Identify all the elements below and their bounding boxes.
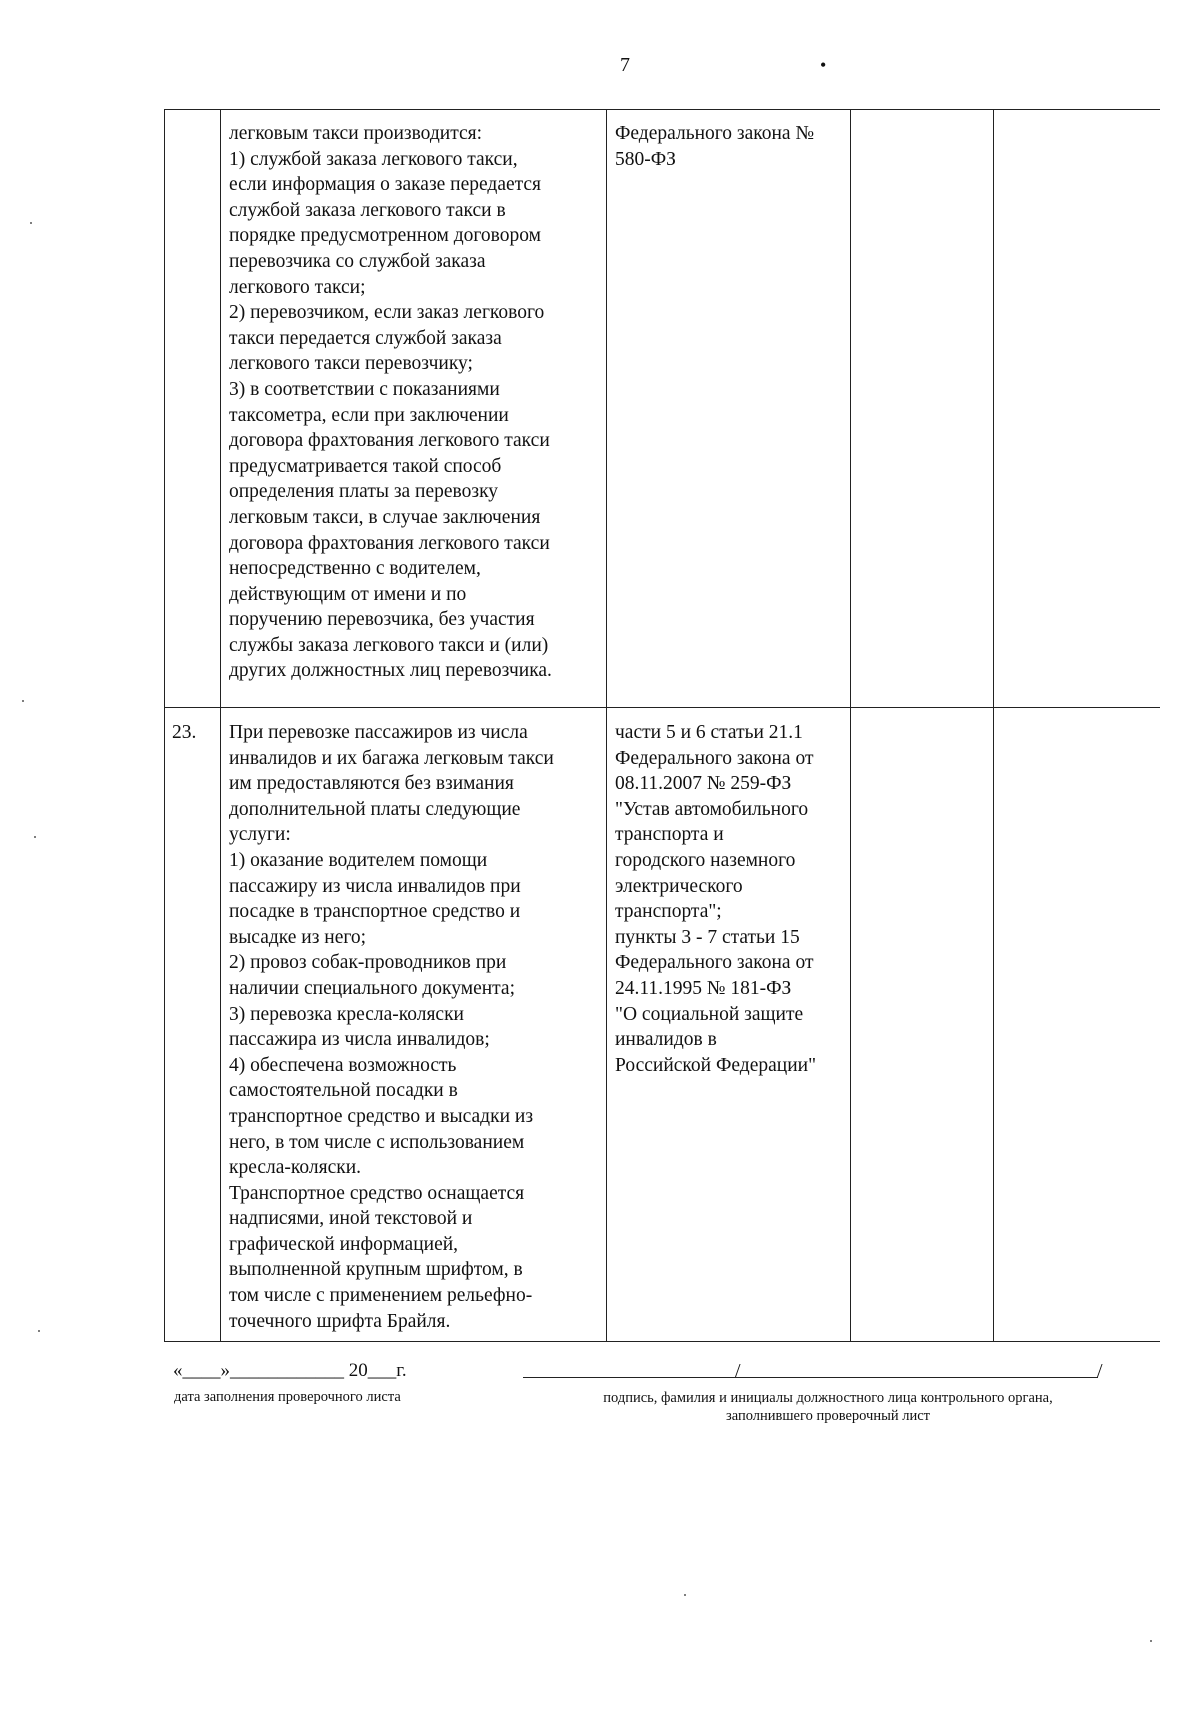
text-line: Федерального закона от <box>615 952 814 974</box>
reference-cell <box>607 110 851 708</box>
text-line: порядке предусмотренном договором <box>229 225 541 247</box>
text-line: Российской Федерации" <box>615 1054 817 1076</box>
text-line: предусматривается такой способ <box>229 455 502 477</box>
text-line: легкового такси; <box>229 276 366 298</box>
reference-text <box>615 121 842 172</box>
text-line: поручению перевозчика, без участия <box>229 609 535 631</box>
text-line: 4) обеспечена возможность <box>229 1054 457 1076</box>
text-line: непосредственно с водителем, <box>229 558 481 580</box>
signature-line[interactable] <box>523 1377 1098 1378</box>
text-line: "Устав автомобильного <box>615 798 809 820</box>
text-line: 3) в соответствии с показаниями <box>229 378 500 400</box>
text-line: 1) оказание водителем помощи <box>229 849 488 871</box>
text-line: 24.11.1995 № 181-ФЗ <box>615 977 792 999</box>
text-line: электрического <box>615 875 743 897</box>
table-row <box>165 708 1161 1342</box>
fill-date-caption: дата заполнения проверочного листа <box>174 1389 401 1405</box>
scan-speck <box>30 222 32 224</box>
text-line: транспортное средство и высадки из <box>229 1105 534 1127</box>
requirement-text <box>229 121 598 684</box>
text-line: Федерального закона от <box>615 747 814 769</box>
text-line: него, в том числе с использованием <box>229 1131 525 1153</box>
text-line: договора фрахтования легкового такси <box>229 430 550 452</box>
scan-speck <box>34 836 36 838</box>
answer-cell[interactable] <box>851 110 994 708</box>
text-line: транспорта"; <box>615 901 722 923</box>
text-line: 2) провоз собак-проводников при <box>229 952 507 974</box>
text-line: городского наземного <box>615 849 796 871</box>
text-line: самостоятельной посадки в <box>229 1080 458 1102</box>
fill-date-field[interactable]: «____»____________ 20___г. <box>173 1360 407 1381</box>
text-line: если информация о заказе передается <box>229 174 542 196</box>
row-number-cell <box>165 110 221 708</box>
text-line: посадке в транспортное средство и <box>229 901 521 923</box>
answer-cell[interactable] <box>851 708 994 1342</box>
text-line: 2) перевозчиком, если заказ легкового <box>229 302 545 324</box>
text-line: службы заказа легкового такси и (или) <box>229 634 549 656</box>
text-line: услуги: <box>229 824 291 846</box>
text-line: пункты 3 - 7 статьи 15 <box>615 926 800 948</box>
text-line: 08.11.2007 № 259-ФЗ <box>615 773 792 795</box>
text-line: кресла-коляски. <box>229 1157 362 1179</box>
reference-cell <box>607 708 851 1342</box>
text-line: службой заказа легкового такси в <box>229 199 506 221</box>
requirement-cell <box>221 110 607 708</box>
text-line: При перевозке пассажиров из числа <box>229 722 528 743</box>
text-line: инвалидов и их багажа легковым такси <box>229 747 554 769</box>
text-line: "О социальной защите <box>615 1003 804 1025</box>
text-line: надписями, иной текстовой и <box>229 1208 473 1230</box>
scan-speck <box>22 700 24 702</box>
signature-caption-line: заполнившего проверочный лист <box>726 1408 930 1424</box>
text-line: высадке из него; <box>229 926 367 948</box>
text-line: легковым такси, в случае заключения <box>229 506 541 528</box>
note-cell[interactable] <box>994 708 1161 1342</box>
requirement-cell <box>221 708 607 1342</box>
text-line: 1) службой заказа легкового такси, <box>229 148 518 170</box>
text-line: перевозчика со службой заказа <box>229 250 486 272</box>
page-marker: • <box>820 55 827 75</box>
text-line: определения платы за перевозку <box>229 481 499 503</box>
text-line: наличии специального документа; <box>229 977 515 999</box>
requirement-text <box>229 720 598 1334</box>
text-line: таксометра, если при заключении <box>229 404 509 426</box>
signature-caption <box>528 1389 1128 1425</box>
text-line: транспорта и <box>615 824 724 846</box>
note-cell[interactable] <box>994 110 1161 708</box>
text-line: 3) перевозка кресла-коляски <box>229 1003 464 1025</box>
reference-text <box>615 720 842 1078</box>
text-line: пассажира из числа инвалидов; <box>229 1029 490 1051</box>
text-line: других должностных лиц перевозчика. <box>229 660 552 682</box>
text-line: им предоставляются без взимания <box>229 773 514 795</box>
text-line: такси передается службой заказа <box>229 327 502 349</box>
text-line: 580-ФЗ <box>615 148 676 170</box>
text-line: точечного шрифта Брайля. <box>229 1310 451 1332</box>
text-line: Федерального закона № <box>615 123 815 144</box>
text-line: действующим от имени и по <box>229 583 467 605</box>
text-line: легкового такси перевозчику; <box>229 353 473 375</box>
signature-separator: / <box>735 1360 741 1382</box>
text-line: пассажиру из числа инвалидов при <box>229 875 521 897</box>
text-line: инвалидов в <box>615 1029 717 1051</box>
text-line: том числе с применением рельефно- <box>229 1285 533 1307</box>
signature-separator: / <box>1097 1360 1103 1382</box>
text-line: части 5 и 6 статьи 21.1 <box>615 722 803 743</box>
signature-caption-line: подпись, фамилия и инициалы должностного лица контрольного органа, <box>603 1390 1053 1406</box>
page-number: 7 <box>620 54 630 76</box>
text-line: легковым такси производится: <box>229 123 483 144</box>
text-line: Транспортное средство оснащается <box>229 1182 525 1204</box>
text-line: дополнительной платы следующие <box>229 798 521 820</box>
text-line: договора фрахтования легкового такси <box>229 532 550 554</box>
scan-speck <box>1150 1640 1152 1642</box>
scan-speck <box>38 1330 40 1332</box>
text-line: графической информацией, <box>229 1233 459 1255</box>
table-row <box>165 110 1161 708</box>
checklist-table <box>164 109 1160 1342</box>
scan-speck <box>684 1594 686 1596</box>
text-line: выполненной крупным шрифтом, в <box>229 1259 523 1281</box>
row-number-cell: 23. <box>165 708 221 1342</box>
